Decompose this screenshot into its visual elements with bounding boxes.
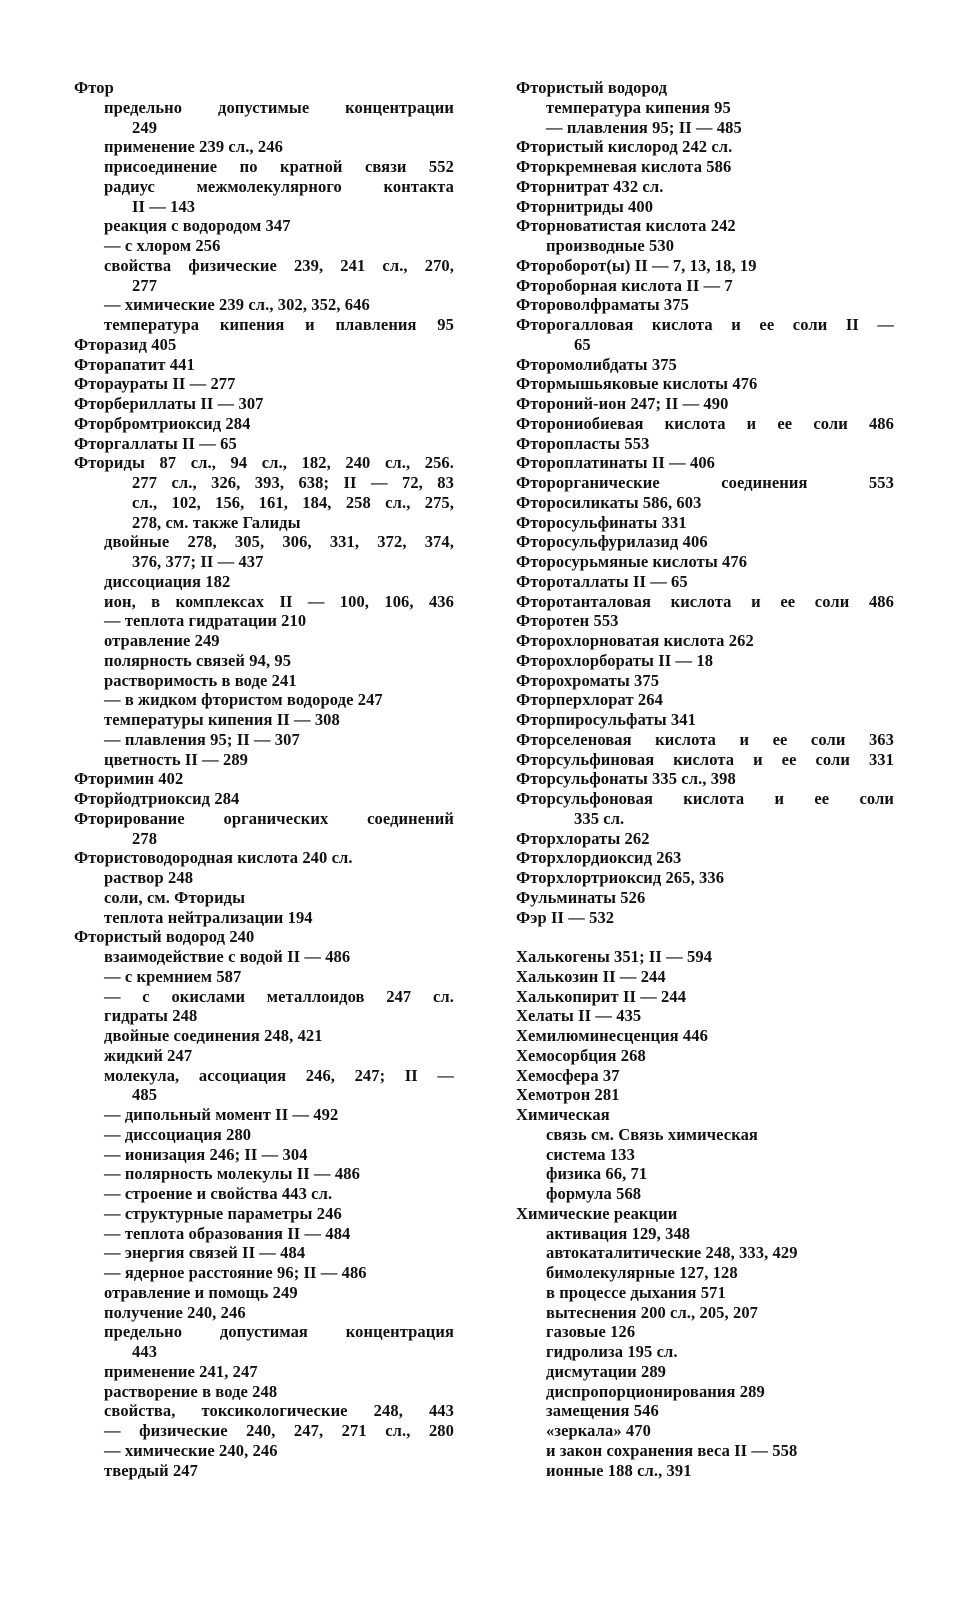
index-entry: Фтористый водород 240 [74,927,255,947]
index-subentry: температура кипения и плавления 95 [104,315,454,334]
index-subentry: производные 530 [546,236,675,255]
index-subentry: автокаталитические 248, 333, 429 [546,1243,798,1263]
index-entry: Химические реакции [516,1203,678,1223]
index-entry: Фторорганические соединения 553 [516,473,894,492]
index-subentry: получение 240, 246 [104,1302,246,1322]
index-subentry: предельно допустимые концентрации [104,97,454,117]
index-entry: Фторнитриды 400 [516,196,654,216]
index-entry: Халькозин II — 244 [516,966,666,986]
index-entry: Фторпиросульфаты 341 [516,710,696,729]
index-subentry: ион, в комплексах II — 100, 106, 436 [104,591,454,611]
index-subentry: дисмутации 289 [546,1361,667,1381]
index-subentry: предельно допустимая концентрация [104,1322,454,1342]
index-entry: Фторнитрат 432 сл. [516,176,664,196]
index-subentry: 278 [132,828,158,848]
index-subentry: «зеркала» 470 [546,1421,651,1440]
index-entry: Фтороний-ион 247; II — 490 [516,394,729,413]
index-subentry: и закон сохранения веса II — 558 [546,1440,798,1460]
index-subentry: система 133 [546,1144,635,1164]
index-subentry: 376, 377; II — 437 [132,552,264,571]
index-subentry: молекула, ассоциация 246, 247; II — [104,1065,454,1085]
index-entry: Фторкремневая кислота 586 [516,157,732,176]
index-entry: Фторхлораты 262 [516,828,650,848]
index-subentry: теплота нейтрализации 194 [104,907,313,927]
index-subentry: связь см. Связь химическая [546,1124,758,1144]
index-entry: Фтороталлаты II — 65 [516,571,688,591]
index-entry: Фэр II — 532 [516,907,615,927]
index-entry: Фторимин 402 [74,769,184,789]
index-subentry: — дипольный момент II — 492 [104,1105,339,1124]
index-entry: Фторониобиевая кислота и ее соли 486 [516,413,894,433]
index-subentry: сл., 102, 156, 161, 184, 258 сл., 275, [132,492,454,512]
index-entry: Фтороплатинаты II — 406 [516,453,716,473]
index-subentry: температуры кипения II — 308 [104,710,340,729]
index-entry: Хелаты II — 435 [516,1006,642,1026]
index-entry: Фторсульфиновая кислота и ее соли 331 [516,749,894,769]
index-entry: Фторосульфурилазид 406 [516,532,708,552]
index-subentry: замещения 546 [546,1401,659,1421]
index-subentry: гидраты 248 [104,1006,198,1026]
index-subentry: — теплота образования II — 484 [104,1223,351,1243]
index-subentry: двойные 278, 305, 306, 331, 372, 374, [104,532,454,552]
index-subentry: взаимодействие с водой II — 486 [104,947,351,966]
index-subentry: растворение в воде 248 [104,1381,278,1401]
index-subentry: физика 66, 71 [546,1164,648,1184]
index-subentry: ионные 188 сл., 391 [546,1460,692,1480]
index-subentry: в процессе дыхания 571 [546,1282,726,1302]
index-entry: Фтороборот(ы) II — 7, 13, 18, 19 [516,255,757,275]
index-subentry: газовые 126 [546,1322,636,1342]
index-entry: Фторохроматы 375 [516,670,660,690]
index-subentry: формула 568 [546,1184,642,1203]
index-subentry: II — 143 [132,196,196,216]
index-subentry: растворимость в воде 241 [104,670,297,690]
index-subentry: — ионизация 246; II — 304 [104,1144,308,1164]
index-entry: Фтористый кислород 242 сл. [516,137,733,157]
index-subentry: 277 [132,275,158,295]
index-subentry: отравление и помощь 249 [104,1282,298,1302]
index-subentry: — строение и свойства 443 сл. [104,1184,333,1203]
index-entry: Фторселеновая кислота и ее соли 363 [516,729,894,749]
index-subentry: — с хлором 256 [104,236,221,255]
index-entry: Фторноватистая кислота 242 [516,216,736,236]
index-entry: Фторосурьмяные кислоты 476 [516,552,748,571]
index-entry: Хемотрон 281 [516,1085,620,1105]
index-entry: Фтороволфраматы 375 [516,295,689,315]
index-subentry: — структурные параметры 246 [104,1203,342,1223]
index-subentry: применение 239 сл., 246 [104,137,283,157]
index-subentry: диспропорционирования 289 [546,1381,765,1401]
index-subentry: 65 [574,334,591,354]
index-entry: Фтораураты II — 277 [74,374,236,394]
index-subentry: температура кипения 95 [546,97,731,117]
index-entry: Хемилюминесценция 446 [516,1026,708,1045]
index-entry: Халькогены 351; II — 594 [516,947,713,966]
index-entry: Фторотанталовая кислота и ее соли 486 [516,591,894,611]
index-entry: Фторйодтриоксид 284 [74,789,240,808]
index-subentry: диссоциация 182 [104,571,231,591]
index-subentry: отравление 249 [104,631,220,650]
index-subentry: присоединение по кратной связи 552 [104,157,454,176]
index-subentry: жидкий 247 [104,1045,193,1065]
index-subentry: — полярность молекулы II — 486 [104,1164,360,1184]
section-gap [516,927,894,947]
index-subentry: реакция с водородом 347 [104,216,291,236]
index-subentry: раствор 248 [104,868,194,887]
index-subentry: — физические 240, 247, 271 сл., 280 [104,1421,454,1440]
index-entry: Фтор [74,78,114,97]
index-subentry: 277 сл., 326, 393, 638; II — 72, 83 [132,473,454,492]
index-entry: Хемосорбция 268 [516,1045,646,1065]
index-entry: Фториды 87 сл., 94 сл., 182, 240 сл., 256. [74,453,454,473]
index-entry: Фульминаты 526 [516,887,646,907]
index-subentry: 249 [132,117,158,137]
index-entry: Фторперхлорат 264 [516,690,663,710]
index-entry: Фторосульфинаты 331 [516,512,687,532]
index-entry: Фторсульфоновая кислота и ее соли [516,789,894,808]
index-subentry: — энергия связей II — 484 [104,1243,306,1263]
index-entry: Химическая [516,1105,610,1124]
index-entry: Фторсульфонаты 335 сл., 398 [516,769,736,789]
index-subentry: — плавления 95; II — 485 [546,117,742,137]
index-entry: Фторотен 553 [516,611,619,631]
index-entry: Фторомолибдаты 375 [516,354,677,374]
index-entry: Фтороборная кислота II — 7 [516,275,733,295]
index-subentry: — ядерное расстояние 96; II — 486 [104,1263,367,1282]
index-subentry: гидролиза 195 сл. [546,1342,678,1361]
index-entry: Фторапатит 441 [74,354,195,374]
index-subentry: — с окислами металлоидов 247 сл. [104,986,454,1006]
index-column-right [516,78,894,1480]
index-subentry: 485 [132,1085,158,1105]
index-subentry: цветность II — 289 [104,749,249,769]
index-entry: Фтористоводородная кислота 240 сл. [74,848,353,868]
index-entry: Фторхлортриоксид 265, 336 [516,868,725,887]
index-entry: Фторохлорбораты II — 18 [516,650,714,670]
index-subentry: применение 241, 247 [104,1361,258,1381]
index-entry: Хемосфера 37 [516,1065,620,1085]
index-subentry: — в жидком фтористом водороде 247 [104,690,383,710]
index-subentry: свойства физические 239, 241 сл., 270, [104,255,454,275]
index-subentry: полярность связей 94, 95 [104,650,292,670]
index-subentry: активация 129, 348 [546,1223,691,1243]
index-entry: Фторирование органических соединений [74,808,454,828]
index-entry: Фторосиликаты 586, 603 [516,492,702,512]
index-subentry: — химические 240, 246 [104,1440,278,1460]
index-entry: Фторогалловая кислота и ее соли II — [516,315,894,334]
index-subentry: — плавления 95; II — 307 [104,729,300,749]
index-subentry: 443 [132,1342,158,1361]
index-entry: Фторазид 405 [74,334,177,354]
index-subentry: свойства, токсикологические 248, 443 [104,1401,454,1421]
index-subentry: — диссоциация 280 [104,1124,252,1144]
index-subentry: — теплота гидратации 210 [104,611,307,631]
index-entry: Халькопирит II — 244 [516,986,687,1006]
index-subentry: двойные соединения 248, 421 [104,1026,323,1045]
index-subentry: 335 сл. [574,808,625,828]
index-subentry: — химические 239 сл., 302, 352, 646 [104,295,370,315]
index-entry: Фторгаллаты II — 65 [74,433,237,453]
index-subentry: твердый 247 [104,1460,199,1480]
index-entry: Фторохлорноватая кислота 262 [516,631,754,650]
index-entry: Фторопласты 553 [516,433,650,453]
index-entry: Фторбериллаты II — 307 [74,394,264,413]
index-subentry: 278, см. также Галиды [132,512,301,532]
index-subentry: вытеснения 200 сл., 205, 207 [546,1302,759,1322]
index-subentry: радиус межмолекулярного контакта [104,176,454,196]
index-column-left [74,78,454,1480]
index-entry: Фтормышьяковые кислоты 476 [516,374,758,394]
index-subentry: бимолекулярные 127, 128 [546,1263,738,1282]
index-entry: Фторбромтриоксид 284 [74,413,251,433]
index-subentry: соли, см. Фториды [104,887,246,907]
index-entry: Фторхлордиоксид 263 [516,848,682,868]
index-entry: Фтористый водород [516,78,668,97]
index-subentry: — с кремнием 587 [104,966,242,986]
